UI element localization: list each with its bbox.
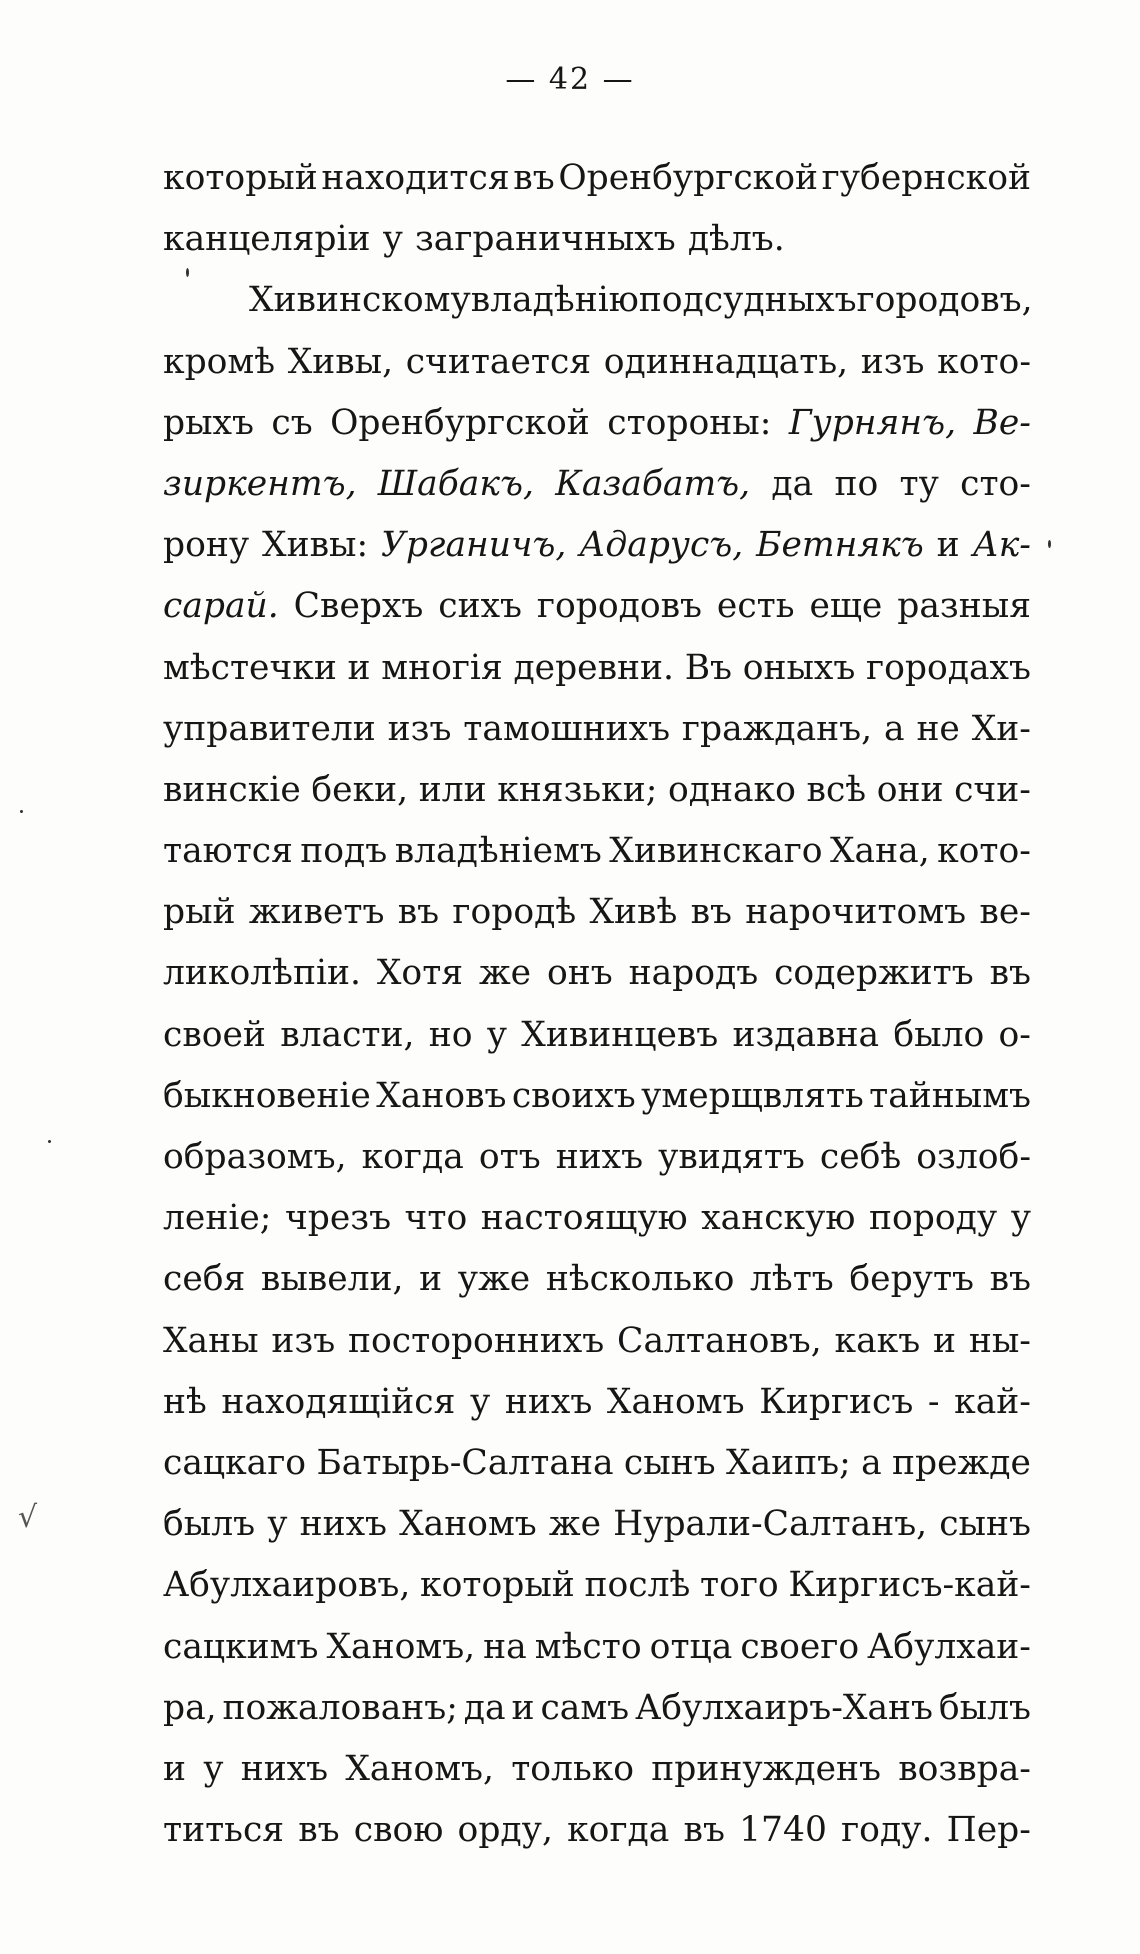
word: подъ (300, 831, 388, 872)
word: у (382, 219, 403, 260)
word: и (936, 525, 960, 566)
word: озлоб- (916, 1137, 1031, 1177)
word: князьки; (497, 769, 658, 810)
word: титься (163, 1810, 285, 1851)
ink-speck (186, 268, 189, 277)
word: сихъ (438, 586, 523, 627)
text-line (163, 393, 1031, 454)
word: ханскую (701, 1198, 856, 1239)
word: находящійся (221, 1381, 456, 1422)
word: и (511, 1687, 535, 1728)
word: городовъ (536, 586, 703, 627)
word: Хивинскаго (609, 831, 823, 872)
word: и (163, 1748, 186, 1789)
word: городовъ, (856, 280, 1033, 321)
word: а (883, 708, 905, 749)
word: Абулхаи- (867, 1626, 1031, 1667)
word: рону (163, 525, 250, 566)
word: считается (405, 341, 592, 382)
word: подсудныхъ (638, 280, 857, 321)
word: Абулхаиръ-Ханъ (635, 1687, 933, 1728)
word: тайнымъ (869, 1075, 1031, 1116)
word: счи- (954, 769, 1031, 810)
word: пожалованъ; (222, 1687, 458, 1728)
word: Хановъ (376, 1075, 507, 1116)
word: находится (321, 158, 510, 198)
word: владѣніемъ (394, 831, 602, 872)
word: самъ (540, 1687, 630, 1728)
word: нарочитомъ (745, 892, 967, 933)
word: народъ (628, 953, 759, 994)
word: свою (353, 1810, 444, 1851)
word: Хивы: (262, 525, 369, 566)
word: Хотя (376, 953, 464, 994)
word: беки, (311, 769, 409, 810)
word: Ханомъ (399, 1504, 537, 1545)
word: Киргисъ-кай- (788, 1565, 1031, 1606)
word: однако (667, 769, 796, 810)
ink-speck (1048, 540, 1051, 548)
body-text (163, 148, 1031, 1861)
word: Сверхъ (293, 586, 424, 627)
word: у (267, 1504, 288, 1545)
word: ту (899, 463, 939, 504)
word: отъ (478, 1137, 541, 1177)
word: о- (998, 1014, 1031, 1055)
word: рый (163, 892, 236, 933)
word: живетъ (248, 892, 385, 933)
word: Абулхаировъ, (163, 1565, 411, 1606)
word: Хивѣ (589, 892, 678, 933)
text-line (163, 1127, 1031, 1188)
text-line (163, 1005, 1031, 1066)
text-line (163, 760, 1031, 821)
word: какъ (834, 1320, 921, 1361)
word: берутъ (849, 1259, 974, 1300)
word: Адарусъ, (579, 525, 744, 566)
word: разныя (897, 586, 1031, 627)
word: они (876, 769, 944, 810)
word: не (916, 708, 960, 749)
word: у (1010, 1198, 1031, 1239)
word: многія (381, 647, 503, 688)
word: 1740 (739, 1810, 827, 1851)
word: содержитъ (774, 953, 974, 994)
word: дѣлъ. (687, 219, 785, 260)
word: послѣ (584, 1565, 691, 1606)
word: Хаипъ; (726, 1442, 851, 1483)
word: городѣ (452, 892, 577, 933)
text-line (163, 454, 1031, 515)
word: Ак- (972, 525, 1031, 566)
word: вывели, (260, 1259, 404, 1300)
word: деревни. (513, 647, 674, 688)
word: нихъ (504, 1381, 593, 1422)
word: Казабатъ, (555, 463, 751, 504)
page-number: — 42 — (505, 62, 635, 97)
word: своей (163, 1014, 266, 1055)
word: умерщвлять (641, 1075, 864, 1116)
word: еще (809, 586, 883, 627)
text-line (163, 1494, 1031, 1555)
text-line (163, 332, 1031, 393)
word: который (163, 158, 318, 198)
word: Ве- (973, 402, 1031, 443)
word: и (347, 647, 371, 688)
word: городахъ (866, 647, 1031, 688)
word: своихъ (511, 1075, 636, 1116)
word: въ (989, 953, 1031, 994)
word: у (470, 1381, 491, 1422)
word: въ (298, 1810, 340, 1851)
word: нихъ (240, 1748, 329, 1789)
word: Хана, (830, 831, 930, 872)
word: Хивинцевъ (521, 1014, 719, 1055)
word: владѣнію (470, 280, 639, 321)
word: ве- (979, 892, 1031, 933)
text-line (163, 209, 1031, 270)
word: Урганичъ, (381, 525, 567, 566)
word: Салтановъ, (617, 1320, 822, 1361)
word: а (861, 1442, 882, 1483)
word: изъ (860, 341, 925, 382)
word: прежде (892, 1442, 1031, 1483)
word: былъ (938, 1687, 1031, 1728)
ink-speck (48, 1140, 51, 1143)
word: Хи- (971, 708, 1031, 749)
word: орду, (457, 1810, 553, 1851)
margin-pencil-mark: √ (18, 1500, 38, 1535)
word: Бетнякъ (756, 525, 924, 566)
word: у (486, 1014, 508, 1055)
word: лѣтъ (749, 1259, 834, 1300)
text-line (163, 821, 1031, 882)
word: Ханомъ (606, 1381, 745, 1422)
text-line (163, 699, 1031, 760)
word: постороннихъ (348, 1320, 605, 1361)
word: же (548, 1504, 601, 1545)
text-line (163, 943, 1031, 1004)
word: есть (716, 586, 795, 627)
word: оныхъ (742, 647, 856, 688)
word: увидятъ (658, 1137, 805, 1177)
word: всѣ (806, 769, 867, 810)
word: принужденъ (651, 1748, 881, 1789)
word: сацкимъ (163, 1626, 319, 1667)
word: гражданъ, (681, 708, 873, 749)
word: Въ (684, 647, 732, 688)
word: сто- (960, 463, 1031, 504)
word: леніе; (163, 1198, 272, 1239)
word: мѣстечки (163, 647, 337, 688)
word: управители (163, 708, 376, 749)
word: быкновеніе (163, 1075, 371, 1116)
word: породу (868, 1198, 998, 1239)
word: канцеляріи (163, 219, 371, 260)
text-line (163, 1188, 1031, 1249)
word: и (933, 1320, 957, 1361)
word: рыхъ (163, 402, 254, 443)
word: въ (989, 1259, 1031, 1300)
word: стороны: (607, 402, 772, 443)
word: когда (567, 1810, 670, 1851)
text-line (163, 1678, 1031, 1739)
word: въ (683, 1810, 725, 1851)
text-line (163, 1739, 1031, 1800)
word: или (418, 769, 487, 810)
word: было (893, 1014, 985, 1055)
word: изъ (271, 1320, 336, 1361)
word: въ (397, 892, 440, 933)
word: Киргисъ (759, 1381, 914, 1422)
word: былъ (163, 1504, 256, 1545)
word: мѣсто (534, 1626, 642, 1667)
word: сарай. (163, 586, 279, 627)
word: того (700, 1565, 779, 1606)
word: заграничныхъ (414, 219, 676, 260)
word: и (419, 1259, 443, 1300)
text-line (163, 515, 1031, 576)
word: отца (649, 1626, 733, 1667)
word: Батырь-Салтана (316, 1442, 614, 1483)
word: себя (163, 1259, 246, 1300)
word: власти, (280, 1014, 415, 1055)
word: таются (163, 831, 293, 872)
word: настоящую (480, 1198, 688, 1239)
word: чрезъ (284, 1198, 392, 1239)
text-line (163, 1800, 1031, 1861)
word: нихъ (555, 1137, 644, 1177)
text-line (163, 1555, 1031, 1616)
word: Нурали-Салтанъ, (613, 1504, 928, 1545)
word: Пер- (946, 1810, 1031, 1851)
word: зиркентъ, (163, 463, 357, 504)
word: же (478, 953, 532, 994)
word: Оренбургской (330, 402, 590, 443)
text-line (163, 576, 1031, 637)
word: уже (457, 1259, 531, 1300)
word: ликолѣпіи. (163, 953, 361, 994)
text-line (163, 270, 1031, 331)
text-line (163, 1311, 1031, 1372)
word: Ханомъ, (345, 1748, 494, 1789)
word: кромѣ (163, 341, 276, 382)
text-line (163, 1617, 1031, 1678)
word: Гурнянъ, (788, 402, 957, 443)
word: году. (841, 1810, 933, 1851)
word: ны- (968, 1320, 1031, 1361)
word: образомъ, (163, 1137, 347, 1177)
text-line (163, 638, 1031, 699)
word: кото- (937, 341, 1031, 382)
word: одиннадцать, (603, 341, 849, 382)
word: нихъ (299, 1504, 387, 1545)
word: Хивы, (287, 341, 394, 382)
word: въ (513, 158, 555, 198)
ink-speck (20, 810, 23, 813)
word: винскіе (163, 769, 301, 810)
word: кото- (937, 831, 1031, 872)
word: себѣ (819, 1137, 902, 1177)
word: съ (271, 402, 313, 443)
word: что (404, 1198, 468, 1239)
word: своего (740, 1626, 860, 1667)
word: возвра- (898, 1748, 1031, 1789)
word: издавна (732, 1014, 880, 1055)
word: сынъ (939, 1504, 1031, 1545)
text-line (163, 1249, 1031, 1310)
text-line (163, 148, 1031, 209)
word: кай- (954, 1381, 1031, 1422)
word: тамошнихъ (463, 708, 671, 749)
word: у (203, 1748, 224, 1789)
word: только (511, 1748, 635, 1789)
word: Ханомъ, (326, 1626, 476, 1667)
word: сацкаго (163, 1442, 307, 1483)
word: онъ (546, 953, 613, 994)
word: Оренбургской (558, 158, 818, 198)
word: Шабакъ, (377, 463, 534, 504)
text-line (163, 1372, 1031, 1433)
word: - (927, 1381, 940, 1422)
word: да (771, 463, 814, 504)
word: губернской (821, 158, 1031, 198)
word: но (428, 1014, 473, 1055)
word: нѣ (163, 1381, 207, 1422)
word: въ (690, 892, 732, 933)
text-line (163, 1066, 1031, 1127)
word: на (483, 1626, 527, 1667)
word: по (834, 463, 879, 504)
word: когда (361, 1137, 464, 1177)
word: ра, (163, 1687, 217, 1728)
word: да (463, 1687, 506, 1728)
word: изъ (387, 708, 452, 749)
text-line (163, 882, 1031, 943)
word: сынъ (623, 1442, 716, 1483)
text-line (163, 1433, 1031, 1494)
word: Ханы (163, 1320, 259, 1361)
word: нѣсколько (545, 1259, 735, 1300)
word: который (420, 1565, 575, 1606)
word: Хивинскому (249, 280, 471, 321)
